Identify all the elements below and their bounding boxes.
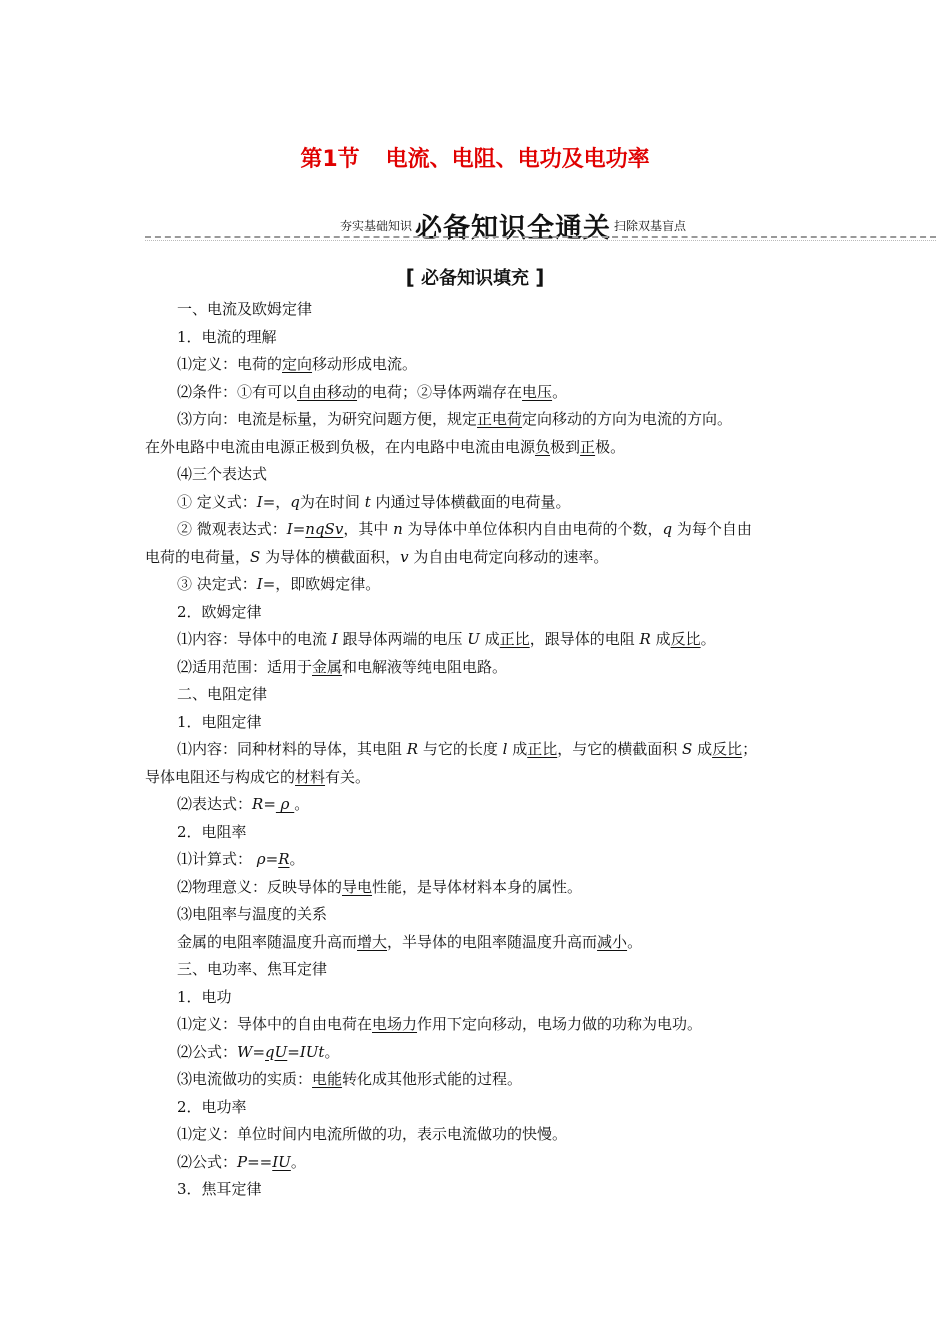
text-segment: 为每个自由	[672, 520, 752, 538]
text-segment: ⑵公式：	[177, 1152, 238, 1171]
text-segment: 一、电流及欧姆定律	[177, 300, 313, 318]
page-title	[0, 142, 950, 173]
text-segment: I	[256, 492, 263, 511]
text-segment: 为导体中单位体积内自由电荷的个数，	[402, 520, 663, 538]
text-segment: q	[290, 492, 300, 511]
text-line	[145, 956, 810, 984]
text-segment: 成	[650, 630, 671, 648]
text-segment: I	[286, 520, 293, 538]
text-segment: 导体电阻还与构成它的	[145, 767, 296, 786]
text-line	[145, 791, 810, 819]
fill-in-answer: 金属	[312, 657, 343, 676]
text-line	[145, 1066, 810, 1094]
text-line	[145, 1039, 810, 1067]
text-segment: W	[237, 1042, 253, 1061]
fill-in-answer: 正电荷	[477, 410, 523, 428]
text-line	[145, 516, 810, 544]
text-segment: 的电荷；②导体两端存在	[357, 382, 523, 401]
text-segment: ⑵适用范围：适用于	[177, 657, 313, 676]
text-segment: 电荷的电荷量，	[145, 547, 251, 566]
text-line	[145, 736, 810, 764]
text-segment: ，半导体的电阻率随温度升高而	[387, 932, 598, 951]
text-segment: 性能，是导体材料本身的属性。	[372, 877, 583, 896]
text-line	[145, 901, 810, 929]
section-heading-label: 必备知识填充	[421, 268, 529, 289]
text-line	[145, 1121, 810, 1149]
text-segment: 二、电阻定律	[177, 685, 268, 703]
text-segment: ⑴定义：导体中的自由电荷在	[177, 1015, 373, 1033]
text-segment: 。	[324, 1042, 340, 1061]
text-segment: 1．电流的理解	[177, 327, 277, 346]
section-heading	[0, 264, 950, 290]
banner-center-text: 必备知识全通关	[415, 213, 612, 244]
text-segment: ③ 决定式：	[177, 575, 257, 593]
text-segment: P	[237, 1152, 248, 1171]
text-line	[145, 681, 810, 709]
text-segment: 定向移动的方向为电流的方向。	[522, 410, 733, 428]
text-segment: 成	[479, 630, 500, 648]
text-segment: ，与它的横截面积	[557, 740, 683, 758]
text-line	[145, 654, 810, 682]
fill-in-answer: 增大	[357, 932, 388, 951]
text-segment: 有关。	[325, 767, 371, 786]
text-line	[145, 544, 810, 572]
text-segment: 。	[627, 932, 643, 951]
text-segment: U	[467, 630, 480, 648]
banner-divider-secondary	[145, 240, 936, 241]
fill-in-answer: 自由移动	[297, 382, 358, 401]
text-segment: 。	[289, 850, 305, 868]
text-line	[145, 324, 810, 352]
text-segment: 1．电阻定律	[177, 712, 262, 731]
text-segment: 极到	[550, 437, 581, 456]
text-segment: ⑷三个表达式	[177, 465, 268, 483]
text-line	[145, 846, 810, 874]
text-line	[145, 461, 810, 489]
text-segment: =	[287, 1042, 300, 1061]
text-segment: q	[662, 520, 673, 538]
text-segment: ⑴内容：导体中的电流	[177, 630, 332, 648]
text-segment: ⑴定义：电荷的	[177, 355, 283, 373]
text-segment: ⑴计算式：	[177, 850, 257, 868]
text-line	[145, 489, 810, 517]
text-line	[145, 929, 810, 957]
text-segment: 作用下定向移动，电场力做的功称为电功。	[417, 1015, 703, 1033]
text-line	[145, 874, 810, 902]
text-segment: ⑵条件：①有可以	[177, 382, 298, 401]
text-segment: ⑶方向：电流是标量，为研究问题方便，规定	[177, 410, 478, 428]
text-segment: 2．电阻率	[177, 822, 247, 841]
text-segment: ρ	[256, 850, 266, 868]
text-line	[145, 351, 810, 379]
fill-in-answer: 电场力	[372, 1015, 418, 1033]
fill-in-answer: IU	[272, 1152, 291, 1171]
text-segment: 和电解液等纯电阻电路。	[342, 657, 508, 676]
text-line	[145, 406, 810, 434]
text-segment: =	[292, 520, 306, 538]
text-line	[145, 626, 810, 654]
text-line	[145, 709, 810, 737]
text-segment: 为自由电荷定向移动的速率。	[408, 547, 609, 566]
fill-in-answer: 反比	[712, 740, 743, 758]
text-line	[145, 571, 810, 599]
text-segment: I	[331, 630, 338, 648]
text-segment: ⑶电阻率与温度的关系	[177, 905, 328, 923]
text-segment: ① 定义式：	[177, 492, 257, 511]
fill-in-answer: qU	[265, 1042, 288, 1061]
text-line	[145, 296, 810, 324]
text-segment: 跟导体两端的电压	[337, 630, 468, 648]
text-segment: S	[682, 740, 693, 758]
banner-divider	[145, 236, 936, 238]
text-line	[145, 1149, 810, 1177]
text-segment: =	[265, 850, 279, 868]
text-segment: 三、电功率、焦耳定律	[177, 960, 328, 978]
text-segment: 在外电路中电流由电源正极到负极，在内电路中电流由电源	[145, 437, 536, 456]
text-segment: 。	[552, 382, 568, 401]
text-segment: ⑵物理意义：反映导体的	[177, 877, 343, 896]
text-line	[145, 379, 810, 407]
fill-in-answer: nqSv	[305, 520, 344, 538]
left-bracket-icon: [	[405, 265, 415, 289]
text-segment: ；	[742, 740, 758, 758]
fill-in-answer: 减小	[597, 932, 628, 951]
fill-in-answer: 导电	[342, 877, 373, 896]
fill-in-answer: 正	[580, 437, 596, 456]
text-segment: 为导体的横截面积，	[260, 547, 401, 566]
text-segment: ==	[247, 1152, 273, 1171]
fill-in-answer: ρ	[275, 795, 295, 813]
text-segment: ，其中	[343, 520, 394, 538]
text-segment: 成	[692, 740, 713, 758]
text-segment: R	[252, 795, 264, 813]
banner-left-text: 夯实基础知识	[340, 219, 413, 233]
text-segment: 成	[507, 740, 528, 758]
text-segment: IUt	[299, 1042, 325, 1061]
text-segment: ，跟导体的电阻	[529, 630, 640, 648]
text-segment: 与它的长度	[418, 740, 503, 758]
text-segment: 。	[700, 630, 716, 648]
text-segment: 转化成其他形式能的过程。	[342, 1070, 523, 1088]
text-segment: =	[263, 795, 276, 813]
text-line	[145, 819, 810, 847]
text-segment: 。	[290, 1152, 306, 1171]
text-segment: =，即欧姆定律。	[262, 575, 381, 593]
text-segment: 。	[294, 795, 310, 813]
text-line	[145, 434, 810, 462]
banner-right-text: 扫除双基盲点	[614, 219, 687, 233]
fill-in-answer: 负	[535, 437, 551, 456]
text-segment: R	[639, 630, 651, 648]
text-line	[145, 764, 810, 792]
text-line	[145, 1011, 810, 1039]
text-segment: ⑴内容：同种材料的导体，其电阻	[177, 740, 407, 758]
text-line	[145, 984, 810, 1012]
text-line	[145, 1094, 810, 1122]
fill-in-answer: 材料	[295, 767, 326, 786]
text-segment: 3．焦耳定律	[177, 1180, 262, 1198]
fill-in-answer: 反比	[670, 630, 701, 648]
fill-in-answer: R	[278, 850, 290, 868]
text-segment: 极。	[595, 437, 626, 456]
knowledge-content	[145, 296, 810, 1204]
text-segment: 2．电功率	[177, 1097, 247, 1116]
text-segment: 移动形成电流。	[312, 355, 418, 373]
text-segment: v	[400, 547, 409, 566]
text-segment: I	[256, 575, 263, 593]
fill-in-answer: 电压	[522, 382, 553, 401]
text-line	[145, 1176, 810, 1204]
text-segment: l	[502, 740, 508, 758]
text-segment: ② 微观表达式：	[177, 520, 287, 538]
text-line	[145, 599, 810, 627]
fill-in-answer: 定向	[282, 355, 313, 373]
text-segment: S	[250, 547, 261, 566]
text-segment: 2．欧姆定律	[177, 602, 262, 621]
fill-in-answer: 正比	[527, 740, 558, 758]
text-segment: R	[406, 740, 419, 758]
text-segment: 金属的电阻率随温度升高而	[177, 932, 358, 951]
fill-in-answer: 正比	[499, 630, 530, 648]
section-number: 第1节	[300, 147, 360, 172]
text-segment: ⑴定义：单位时间内电流所做的功，表示电流做功的快慢。	[177, 1125, 568, 1143]
fill-in-answer: 电能	[312, 1070, 343, 1088]
text-segment: =，	[262, 492, 291, 511]
text-segment: =	[252, 1042, 266, 1061]
text-segment: 1．电功	[177, 987, 232, 1006]
text-segment: t	[364, 492, 371, 511]
text-segment: ⑶电流做功的实质：	[177, 1070, 313, 1088]
text-segment: n	[393, 520, 403, 538]
text-segment: 内通过导体横截面的电荷量。	[370, 492, 571, 511]
text-segment: 为在时间	[299, 492, 365, 511]
right-bracket-icon: ]	[535, 265, 545, 289]
section-title: 电流、电阻、电功及电功率	[385, 147, 650, 172]
text-segment: ⑵表达式：	[177, 795, 253, 813]
text-segment: ⑵公式：	[177, 1042, 238, 1061]
